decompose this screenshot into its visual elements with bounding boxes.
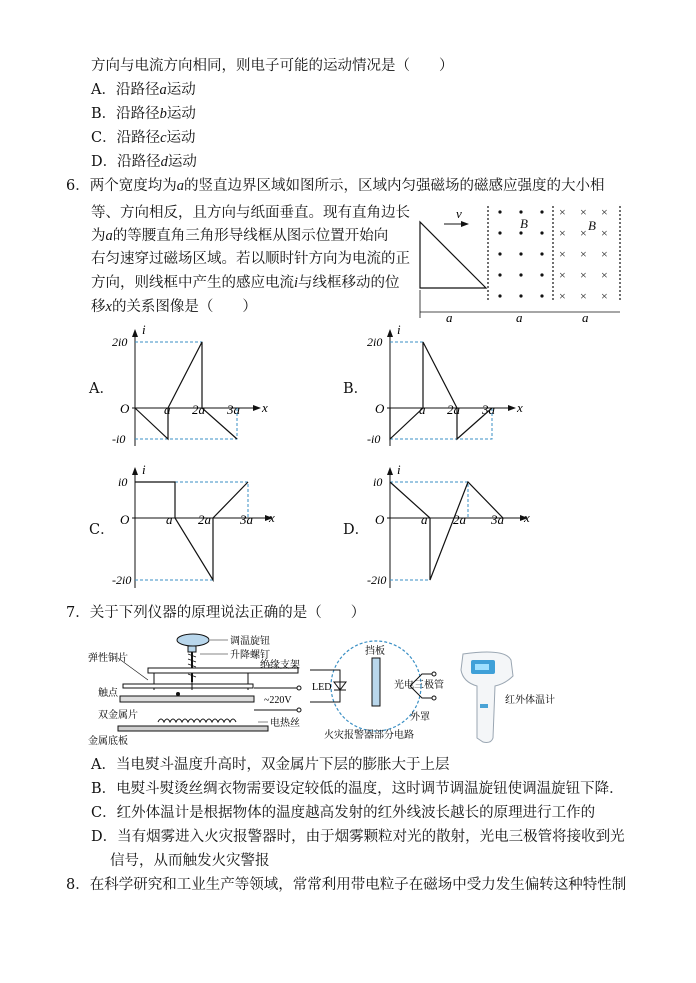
q5-option-c-post: 运动 — [166, 130, 196, 146]
axis-x-label: x — [269, 510, 275, 525]
field-dot-icon — [540, 252, 543, 255]
heating-wire — [158, 719, 236, 722]
heater-label: 电热丝 — [270, 718, 300, 729]
temperature-knob — [177, 634, 209, 646]
width-label-1: a — [446, 310, 453, 324]
axis-x-label: x — [517, 400, 523, 415]
q5-option-d-pre: D．沿路径 — [91, 154, 161, 170]
tick-a: a — [164, 402, 171, 417]
field-cross-icon: × — [580, 247, 587, 261]
tick-3a: 3a — [240, 512, 253, 527]
tick-neg-2i0: -2i0 — [367, 573, 387, 587]
contact-point — [176, 692, 180, 696]
q5-option-c-pre: C．沿路径 — [91, 130, 161, 146]
bimetal-label: 双金属片 — [98, 710, 138, 721]
field-dot-icon — [498, 294, 501, 297]
tick-2a: 2a — [198, 512, 211, 527]
q5-option-b — [91, 104, 196, 124]
b-label-1: B — [520, 216, 528, 231]
infrared-thermometer — [455, 650, 575, 750]
q7-option-b: B．电熨斗熨烫丝绸衣物需要设定较低的温度，这时调节调温旋钮使调温旋钮下降． — [91, 781, 624, 797]
tick-2i0: 2i0 — [367, 335, 383, 349]
voltage-label: ~220V — [264, 695, 292, 706]
field-cross-icon: × — [601, 268, 608, 282]
width-label-2: a — [516, 310, 523, 324]
q6-option-label-b: B． — [343, 381, 369, 397]
tick-neg-2i0: -2i0 — [112, 573, 132, 587]
q6-l5a: 方向，则线框中产生的感应电流 — [91, 275, 294, 291]
q6-line-2: 等、方向相反，且方向与纸面垂直。现有直角边长 — [91, 205, 410, 221]
tick-2i0: 2i0 — [112, 335, 128, 349]
q6-option-label-d: D． — [343, 522, 370, 538]
field-cross-icon: × — [559, 289, 566, 303]
field-dot-icon — [519, 273, 522, 276]
bimetal-strip — [120, 696, 254, 702]
field-cross-icon: × — [559, 226, 566, 240]
field-cross-icon: × — [601, 247, 608, 261]
q6-l1var: a — [176, 178, 184, 194]
q5-option-b-post: 运动 — [166, 106, 196, 122]
tick-neg-i0: -i0 — [112, 432, 126, 446]
origin-label: O — [120, 512, 130, 527]
field-dot-icon — [540, 273, 543, 276]
tick-a: a — [166, 512, 173, 527]
contact-label: 触点 — [98, 688, 118, 699]
electric-iron-diagram — [88, 630, 320, 752]
tick-i0: i0 — [118, 475, 128, 489]
field-dot-icon — [519, 252, 522, 255]
q5-option-c-var: c — [160, 130, 167, 146]
q6-l1b: 的竖直边界区域如图所示，区域内匀强磁场的磁感应强度的大小相 — [183, 178, 605, 194]
field-dot-icon — [498, 231, 501, 234]
q5-option-d-post: 运动 — [167, 154, 197, 170]
field-dot-icon — [519, 210, 522, 213]
baffle-plate — [372, 658, 380, 706]
q6-l6b: 的关系图像是（ ） — [111, 299, 257, 315]
tick-2a: 2a — [453, 512, 466, 527]
tick-neg-i0: -i0 — [367, 432, 381, 446]
screw-label: 升降螺钉 — [230, 650, 270, 661]
q6-l3b: 的等腰直角三角形导线框从图示位置开始向 — [112, 228, 389, 244]
q6-field-diagram — [412, 202, 632, 324]
q6-line-5 — [91, 273, 400, 293]
cover-label: 外罩 — [410, 712, 430, 723]
q5-option-d-var: d — [160, 154, 168, 170]
axis-i-label: i — [142, 322, 146, 337]
q6-l1a: 6．两个宽度均为 — [66, 178, 177, 194]
origin-label: O — [375, 401, 385, 416]
triangle-loop — [420, 222, 486, 288]
field-cross-icon: × — [559, 205, 566, 219]
q6-option-label-a: A． — [89, 381, 114, 397]
axis-i-label: i — [397, 322, 401, 337]
q8-stem: 8．在科学研究和工业生产等领域，常常利用带电粒子在磁场中受力发生偏转这种特性制 — [66, 877, 627, 893]
support-label: 绝缘支架 — [260, 660, 300, 671]
origin-label: O — [120, 401, 130, 416]
field-cross-icon: × — [580, 268, 587, 282]
axis-i-label: i — [142, 462, 146, 477]
led-label: LED — [312, 682, 332, 693]
tick-a: a — [421, 512, 428, 527]
velocity-label: v — [456, 206, 462, 221]
q5-option-a-var: a — [159, 82, 167, 98]
current-curve — [135, 482, 248, 580]
q5-option-b-pre: B．沿路径 — [91, 106, 160, 122]
tick-3a: 3a — [491, 512, 504, 527]
q5-stem-tail: 方向与电流方向相同，则电子可能的运动情况是（ ） — [91, 58, 454, 74]
field-cross-icon: × — [580, 226, 587, 240]
field-cross-icon: × — [601, 226, 608, 240]
field-in-crosses — [559, 205, 608, 303]
tick-2a: 2a — [447, 402, 460, 417]
field-dot-icon — [498, 273, 501, 276]
q7-option-d: D．当有烟雾进入火灾报警器时，由于烟雾颗粒对光的散射，光电三极管将接收到光 — [91, 829, 625, 845]
q6-l6var: x — [105, 299, 112, 315]
copper-label: 弹性铜片 — [88, 653, 128, 664]
q7-option-c: C．红外体温计是根据物体的温度越高发射的红外线波长越长的原理进行工作的 — [91, 805, 596, 821]
q5-option-a-pre: A．沿路径 — [91, 82, 160, 98]
q6-l5var: i — [294, 275, 299, 291]
graph-a — [112, 322, 277, 452]
tick-3a: 3a — [482, 402, 495, 417]
tick-2a: 2a — [192, 402, 205, 417]
field-dot-icon — [498, 210, 501, 213]
field-dot-icon — [540, 294, 543, 297]
q7-option-d-cont: 信号，从而触发火灾警报 — [110, 853, 270, 869]
axis-x-label: x — [524, 510, 530, 525]
photo-label: 光电三极管 — [394, 680, 444, 691]
q6-line-3 — [91, 226, 388, 246]
q6-line-1 — [66, 176, 604, 196]
baffle-label: 挡板 — [365, 646, 385, 657]
field-dot-icon — [540, 231, 543, 234]
tick-3a: 3a — [227, 402, 240, 417]
field-dot-icon — [519, 294, 522, 297]
base-label: 金属底板 — [88, 736, 128, 747]
tick-i0: i0 — [373, 475, 383, 489]
field-dot-icon — [519, 231, 522, 234]
width-label-3: a — [582, 310, 589, 324]
field-cross-icon: × — [580, 205, 587, 219]
knob-label: 调温旋钮 — [230, 636, 270, 647]
q6-l3a: 为 — [91, 228, 106, 244]
metal-base-plate — [118, 726, 268, 731]
field-cross-icon: × — [559, 247, 566, 261]
q7-stem: 7．关于下列仪器的原理说法正确的是（ ） — [66, 605, 366, 621]
graph-b — [367, 322, 532, 452]
elastic-copper-sheet — [123, 684, 253, 688]
fire-alarm-diagram — [310, 630, 470, 742]
q6-l3var: a — [105, 228, 113, 244]
q6-l5b: 与线框移动的位 — [298, 275, 400, 291]
b-label-2: B — [588, 218, 596, 233]
origin-label: O — [375, 512, 385, 527]
graph-d — [367, 462, 537, 592]
alarm-caption: 火灾报警器部分电路 — [324, 730, 414, 741]
tick-a: a — [419, 402, 426, 417]
field-cross-icon: × — [580, 289, 587, 303]
current-curve — [390, 342, 492, 439]
field-cross-icon: × — [601, 289, 608, 303]
axis-i-label: i — [397, 462, 401, 477]
q6-l6a: 移 — [91, 299, 106, 315]
q5-option-c — [91, 128, 196, 148]
q5-option-a — [91, 80, 196, 100]
field-dot-icon — [540, 210, 543, 213]
q7-option-a: A．当电熨斗温度升高时，双金属片下层的膨胀大于上层 — [91, 757, 450, 773]
field-dot-icon — [498, 252, 501, 255]
q6-line-6 — [91, 297, 257, 317]
field-cross-icon: × — [601, 205, 608, 219]
field-cross-icon: × — [559, 268, 566, 282]
q5-option-b-var: b — [159, 106, 167, 122]
axis-x-label: x — [262, 400, 268, 415]
q6-line-4: 右匀速穿过磁场区域。若以顺时针方向为电流的正 — [91, 251, 410, 267]
q6-option-label-c: C． — [89, 522, 115, 538]
current-curve — [135, 342, 237, 439]
q5-option-d — [91, 152, 197, 172]
thermometer-label: 红外体温计 — [505, 695, 555, 706]
current-curve — [390, 482, 503, 580]
q5-option-a-post: 运动 — [166, 82, 196, 98]
graph-c — [112, 462, 277, 592]
